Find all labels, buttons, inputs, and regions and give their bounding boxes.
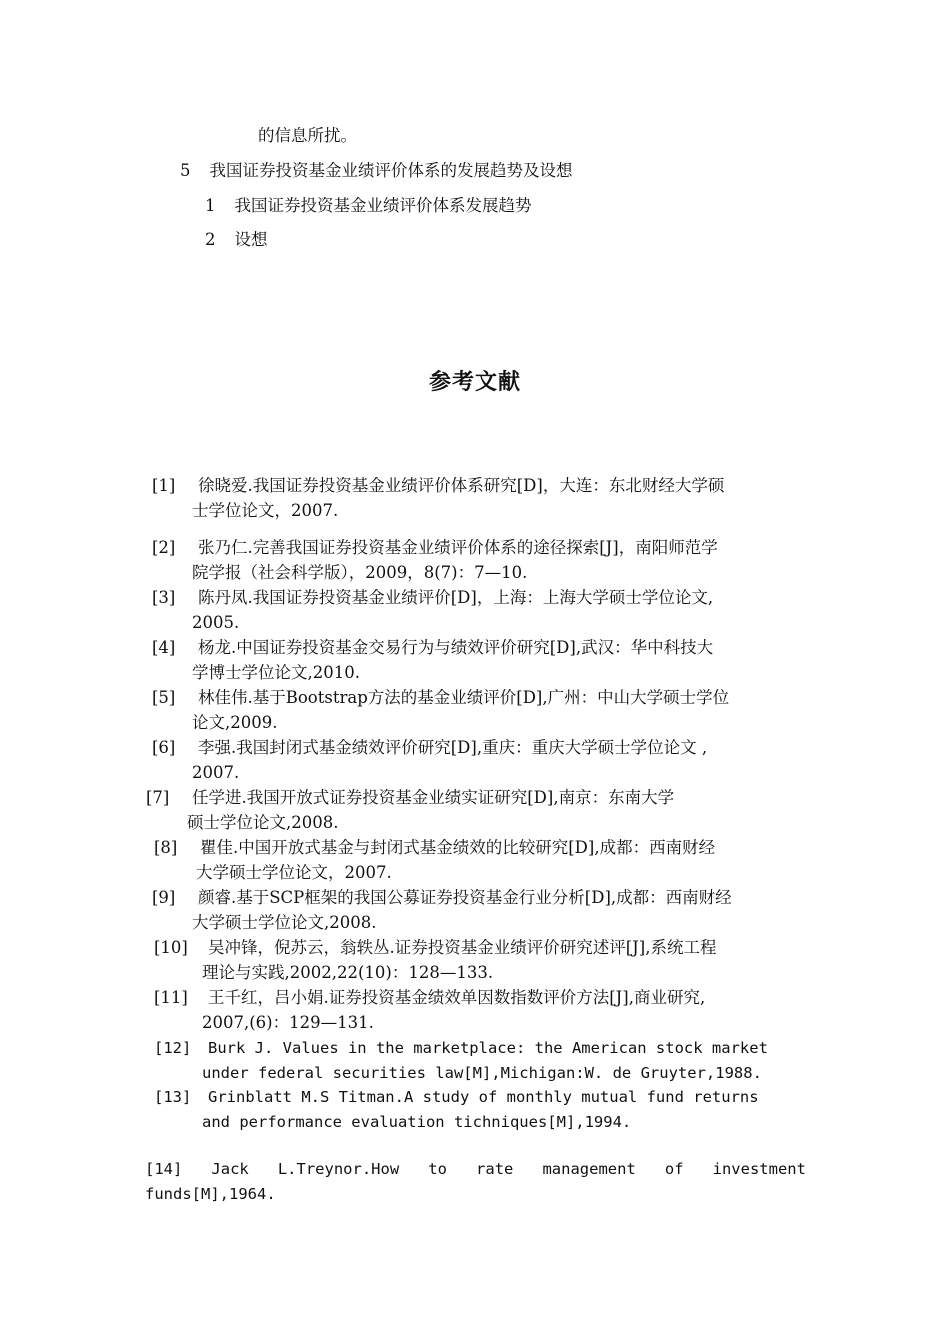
reference-label: [3] bbox=[152, 588, 176, 607]
references-title: 参考文献 bbox=[428, 370, 521, 395]
reference-text: 徐晓爱.我国证券投资基金业绩评价体系研究[D]，大连：东北财经大学硕 bbox=[198, 476, 725, 495]
reference-label: [14] bbox=[145, 1160, 183, 1178]
reference-text: 张乃仁.完善我国证券投资基金业绩评价体系的途径探索[J]，南阳师范学 bbox=[198, 538, 718, 557]
reference-label: [5] bbox=[152, 688, 176, 707]
reference-text: Grinblatt M.S Titman.A study of monthly mutual fund returns bbox=[208, 1088, 759, 1106]
reference-text: 任学进.我国开放式证券投资基金业绩实证研究[D],南京：东南大学 bbox=[192, 788, 675, 807]
reference-text-cont: funds[M],1964. bbox=[145, 1185, 276, 1203]
reference-label: [9] bbox=[152, 888, 176, 907]
reference-label: [8] bbox=[154, 838, 178, 857]
reference-text-cont: 2005. bbox=[192, 613, 240, 632]
reference-word: to bbox=[428, 1160, 447, 1178]
reference-text-cont: 2007,(6)：129—131. bbox=[202, 1013, 374, 1032]
reference-text-cont: 大学硕士学位论文,2008. bbox=[192, 913, 377, 932]
reference-word: rate bbox=[476, 1160, 514, 1178]
reference-text-cont: and performance evaluation tichniques[M],1994. bbox=[202, 1113, 632, 1131]
reference-text: Burk J. Values in the marketplace: the American stock market bbox=[208, 1039, 768, 1057]
reference-label: [4] bbox=[152, 638, 176, 657]
section-number: 2 bbox=[205, 230, 216, 249]
reference-text-cont: 2007. bbox=[192, 763, 240, 782]
section-number: 1 bbox=[205, 196, 216, 215]
reference-text-cont: 论文,2009. bbox=[192, 713, 278, 732]
outline-continuation: 的信息所扰。 bbox=[258, 126, 357, 145]
reference-line-justified bbox=[145, 1157, 806, 1181]
reference-label: [11] bbox=[154, 988, 188, 1007]
reference-text: 颜睿.基于SCP框架的我国公募证券投资基金行业分析[D],成都：西南财经 bbox=[198, 888, 732, 907]
reference-text: 王千红，吕小娟.证券投资基金绩效单因数指数评价方法[J],商业研究, bbox=[208, 988, 706, 1007]
section-title: 设想 bbox=[234, 230, 268, 249]
reference-word: of bbox=[664, 1160, 684, 1178]
reference-label: [7] bbox=[146, 788, 170, 807]
reference-label: [2] bbox=[152, 538, 176, 557]
reference-label: [1] bbox=[152, 476, 176, 495]
outline-section-5 bbox=[180, 159, 573, 183]
reference-label: [6] bbox=[152, 738, 176, 757]
reference-text: 杨龙.中国证券投资基金交易行为与绩效评价研究[D],武汉：华中科技大 bbox=[198, 638, 714, 657]
reference-word: Jack bbox=[211, 1160, 249, 1178]
section-title: 我国证券投资基金业绩评价体系的发展趋势及设想 bbox=[209, 161, 573, 180]
section-number: 5 bbox=[180, 161, 191, 180]
reference-label: [12] bbox=[154, 1039, 192, 1057]
section-title: 我国证券投资基金业绩评价体系发展趋势 bbox=[234, 196, 532, 215]
reference-text: 瞿佳.中国开放式基金与封闭式基金绩效的比较研究[D],成都：西南财经 bbox=[200, 838, 716, 857]
outline-section-5-1 bbox=[205, 194, 532, 218]
reference-text-cont: 学博士学位论文,2010. bbox=[192, 663, 360, 682]
reference-word: L.Treynor.How bbox=[277, 1160, 400, 1178]
outline-section-5-2 bbox=[205, 228, 268, 252]
reference-text-cont: 大学硕士学位论文，2007. bbox=[196, 863, 392, 882]
reference-text-cont: 理论与实践,2002,22(10)：128—133. bbox=[202, 963, 494, 982]
reference-text-cont: 硕士学位论文,2008. bbox=[187, 813, 339, 832]
reference-text-cont: under federal securities law[M],Michigan:W. de Gruyter,1988. bbox=[202, 1064, 762, 1082]
reference-label: [10] bbox=[154, 938, 188, 957]
reference-text: 李强.我国封闭式基金绩效评价研究[D],重庆：重庆大学硕士学位论文 , bbox=[198, 738, 708, 757]
reference-word: management bbox=[542, 1160, 636, 1178]
reference-text: 陈丹凤.我国证券投资基金业绩评价[D]，上海：上海大学硕士学位论文, bbox=[198, 588, 714, 607]
reference-word: investment bbox=[712, 1160, 806, 1178]
reference-label: [13] bbox=[154, 1088, 192, 1106]
reference-text: 林佳伟.基于Bootstrap方法的基金业绩评价[D],广州：中山大学硕士学位 bbox=[198, 688, 730, 707]
reference-text-cont: 院学报（社会科学版），2009，8(7)：7—10. bbox=[192, 563, 528, 582]
reference-text-cont: 士学位论文，2007. bbox=[192, 501, 339, 520]
reference-text: 吴冲锋，倪苏云，翁轶丛.证券投资基金业绩评价研究述评[J],系统工程 bbox=[208, 938, 717, 957]
